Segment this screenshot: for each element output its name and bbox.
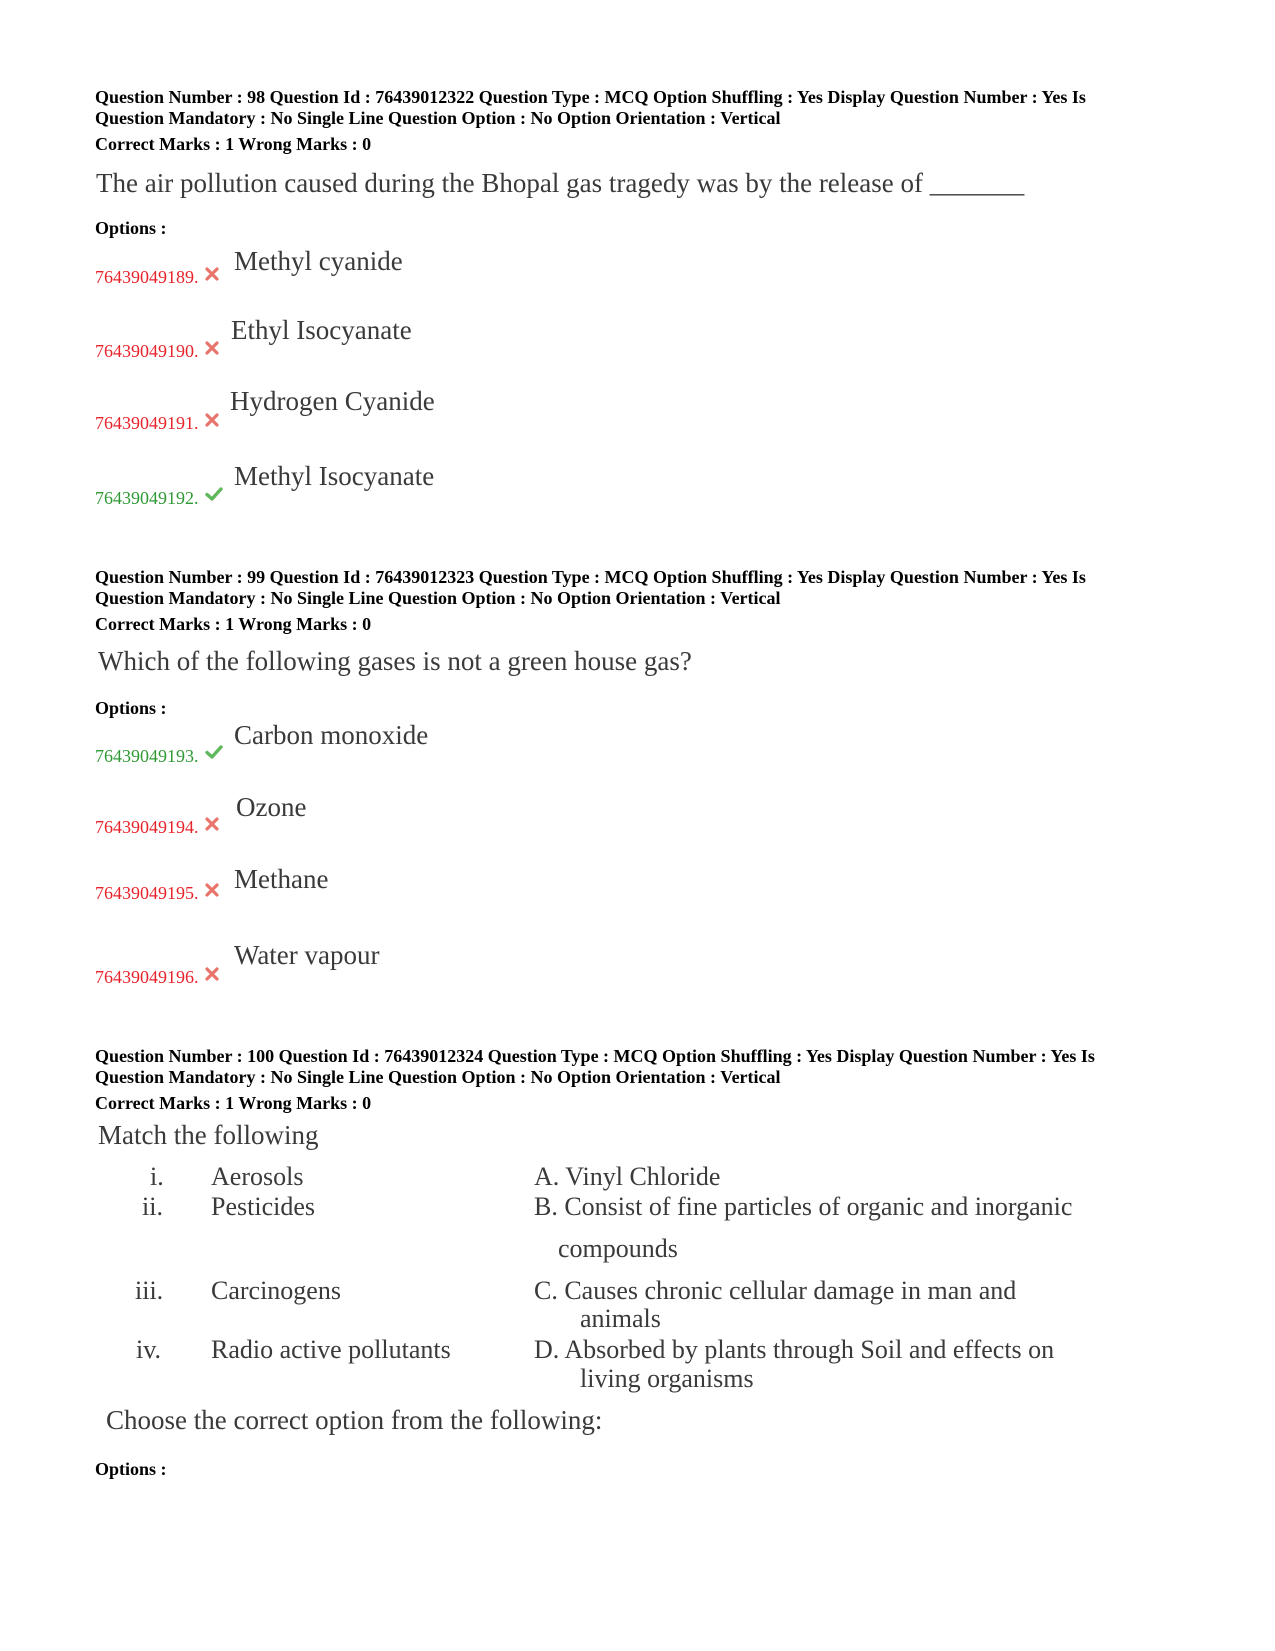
question-99-stem: Which of the following gases is not a green house gas? (98, 646, 692, 676)
option-id: 76439049195. (95, 883, 199, 903)
question-100-meta-line2: Question Mandatory : No Single Line Question Option : No Option Orientation : Vertical (95, 1067, 781, 1087)
question-100-instruction: Choose the correct option from the following: (106, 1405, 603, 1435)
match-left-text: Carcinogens (211, 1276, 341, 1305)
question-99-meta-line2: Question Mandatory : No Single Line Question Option : No Option Orientation : Vertical (95, 588, 781, 608)
question-100-stem: Match the following (98, 1120, 319, 1150)
cross-icon (205, 413, 221, 429)
check-icon (205, 744, 221, 760)
option-text: Ozone (236, 792, 307, 822)
cross-icon (205, 967, 221, 983)
match-right-text: B. Consist of fine particles of organic and inorganic (534, 1192, 1073, 1221)
match-right-text-cont: living organisms (580, 1364, 754, 1393)
option-id: 76439049189. (95, 267, 199, 287)
option-text: Methyl Isocyanate (234, 461, 435, 491)
match-left-text: Aerosols (211, 1162, 304, 1191)
option-text: Carbon monoxide (234, 720, 429, 750)
option-text: Water vapour (234, 940, 380, 970)
option-id: 76439049190. (95, 341, 199, 361)
match-left-num: iv. (136, 1335, 162, 1364)
match-right-text-cont: compounds (558, 1234, 678, 1263)
option-id: 76439049196. (95, 967, 199, 987)
question-99-meta-line1: Question Number : 99 Question Id : 76439012323 Question Type : MCQ Option Shuffling : Yes Display Question Number : Yes Is (95, 567, 1086, 587)
cross-icon (205, 341, 221, 357)
check-icon (205, 486, 221, 502)
cross-icon (205, 883, 221, 899)
question-99-marks: Correct Marks : 1 Wrong Marks : 0 (95, 614, 372, 634)
option-text: Hydrogen Cyanide (230, 386, 435, 416)
question-98-meta-line1: Question Number : 98 Question Id : 76439012322 Question Type : MCQ Option Shuffling : Yes Display Question Number : Yes Is (95, 87, 1086, 107)
match-left-num: i. (150, 1162, 164, 1191)
match-right-text-cont: animals (580, 1304, 661, 1333)
question-98-options-label: Options : (95, 218, 167, 238)
match-right-text: D. Absorbed by plants through Soil and effects on (534, 1335, 1055, 1364)
question-100-meta-line1: Question Number : 100 Question Id : 76439012324 Question Type : MCQ Option Shuffling : Yes Display Question Number : Yes Is (95, 1046, 1095, 1066)
match-left-text: Radio active pollutants (211, 1335, 451, 1364)
question-100-marks: Correct Marks : 1 Wrong Marks : 0 (95, 1093, 372, 1113)
question-98-meta-line2: Question Mandatory : No Single Line Question Option : No Option Orientation : Vertical (95, 108, 781, 128)
question-98-stem: The air pollution caused during the Bhopal gas tragedy was by the release of _______ (96, 168, 1025, 198)
option-text: Methyl cyanide (234, 246, 403, 276)
option-text: Methane (234, 864, 329, 894)
question-98-marks: Correct Marks : 1 Wrong Marks : 0 (95, 134, 372, 154)
cross-icon (205, 817, 221, 833)
match-right-text: C. Causes chronic cellular damage in man and (534, 1276, 1017, 1305)
question-100-options-label: Options : (95, 1459, 167, 1479)
option-id: 76439049194. (95, 817, 199, 837)
option-id: 76439049192. (95, 488, 199, 508)
option-id: 76439049191. (95, 413, 199, 433)
match-left-num: iii. (135, 1276, 164, 1305)
question-99-options-label: Options : (95, 698, 167, 718)
match-left-num: ii. (142, 1192, 163, 1221)
match-left-text: Pesticides (211, 1192, 315, 1221)
option-id: 76439049193. (95, 746, 199, 766)
option-text: Ethyl Isocyanate (231, 315, 412, 345)
match-right-text: A. Vinyl Chloride (534, 1162, 721, 1191)
cross-icon (205, 267, 221, 283)
